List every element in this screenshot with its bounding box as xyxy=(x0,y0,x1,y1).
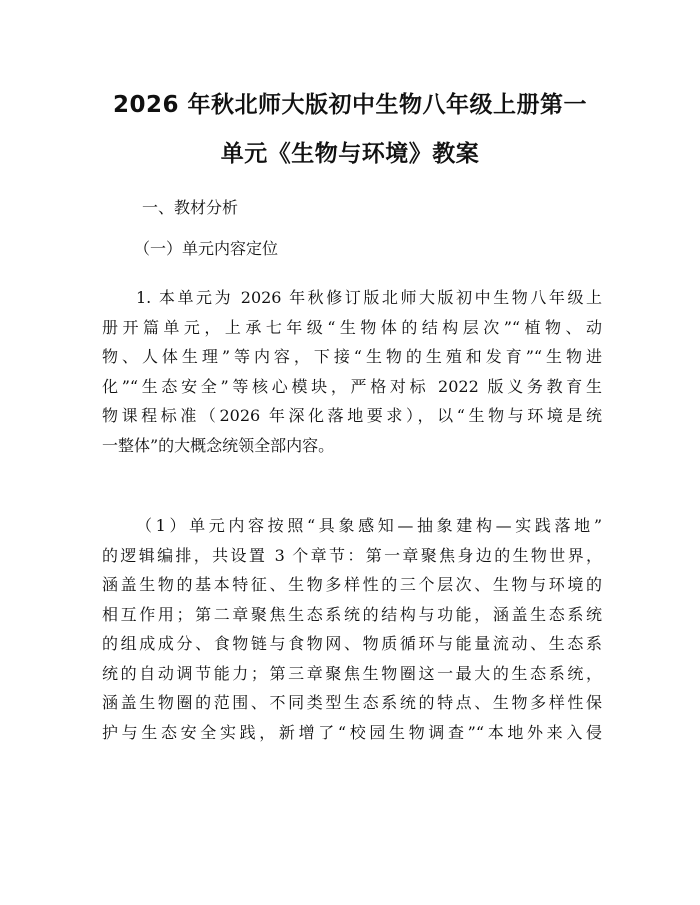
paragraph-2 xyxy=(102,511,602,747)
paragraph-2-line: 的组成成分、食物链与食物网、物质循环与能量流动、生态系 xyxy=(102,634,602,653)
paragraph-1-line: 1. 本单元为 2026 年秋修订版北师大版初中生物八年级上 xyxy=(136,288,602,307)
document-title-line-2: 单元《生物与环境》教案 xyxy=(220,141,480,167)
paragraph-2-line: 护与生态安全实践，新增了“校园生物调查”“本地外来入侵 xyxy=(102,722,602,742)
paragraph-2-line: 统的自动调节能力；第三章聚焦生物圈这一最大的生态系统， xyxy=(102,663,602,683)
paragraph-2-line: （1）单元内容按照“具象感知—抽象建构—实践落地” xyxy=(136,516,602,535)
paragraph-1-line: 物课程标准（2026 年深化落地要求），以“生物与环境是统 xyxy=(102,406,602,425)
subsection-heading-unit-positioning: （一）单元内容定位 xyxy=(134,239,279,258)
paragraph-2-line: 的逻辑编排，共设置 3 个章节：第一章聚焦身边的生物世界， xyxy=(102,545,602,565)
document-title-line-1: 2026 年秋北师大版初中生物八年级上册第一 xyxy=(112,92,588,118)
paragraph-1-line: 一整体”的大概念统领全部内容。 xyxy=(102,435,335,455)
section-heading-teaching-material-analysis: 一、教材分析 xyxy=(142,198,239,217)
paragraph-1 xyxy=(102,283,602,460)
paragraph-2-line: 涵盖生物圈的范围、不同类型生态系统的特点、生物多样性保 xyxy=(102,693,602,712)
paragraph-2-line: 涵盖生物的基本特征、生物多样性的三个层次、生物与环境的 xyxy=(102,575,602,594)
paragraph-1-line: 物、人体生理”等内容，下接“生物的生殖和发育”“生物进 xyxy=(102,347,602,366)
paragraph-1-line: 册开篇单元，上承七年级“生物体的结构层次”“植物、动 xyxy=(102,317,602,337)
paragraph-2-line: 相互作用；第二章聚焦生态系统的结构与功能，涵盖生态系统 xyxy=(102,604,602,624)
paragraph-1-line: 化”“生态安全”等核心模块，严格对标 2022 版义务教育生 xyxy=(102,376,602,396)
